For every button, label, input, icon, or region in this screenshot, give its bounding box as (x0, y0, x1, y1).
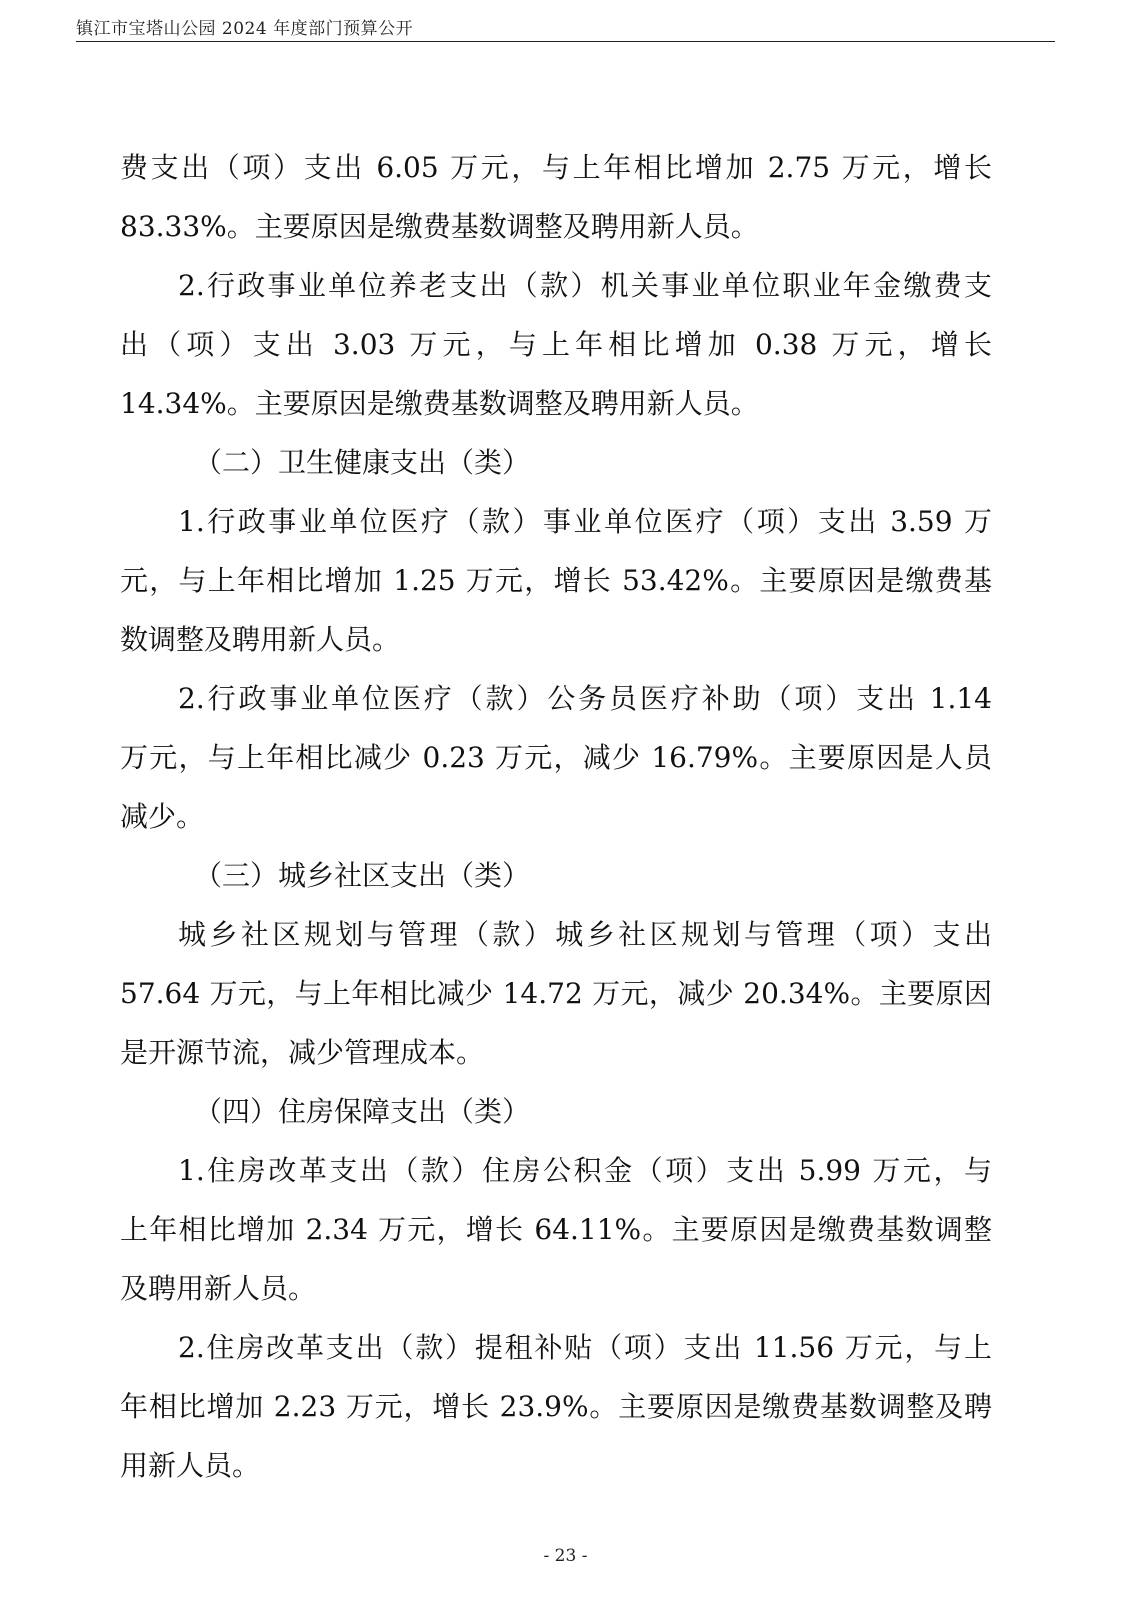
body-line: 83.33%。主要原因是缴费基数调整及聘用新人员。 (120, 210, 759, 243)
body-line: 14.34%。主要原因是缴费基数调整及聘用新人员。 (120, 387, 759, 420)
body-line: 用新人员。 (120, 1449, 261, 1482)
section-heading: （三）城乡社区支出（类） (194, 859, 531, 892)
body-line: 城乡社区规划与管理（款）城乡社区规划与管理（项）支出 (178, 918, 992, 951)
body-line: 是开源节流，减少管理成本。 (120, 1036, 485, 1069)
running-header: 镇江市宝塔山公园 2024 年度部门预算公开 (76, 19, 414, 39)
body-line: 上年相比增加 2.34 万元，增长 64.11%。主要原因是缴费基数调整 (120, 1213, 992, 1246)
body-line: 2.行政事业单位医疗（款）公务员医疗补助（项）支出 1.14 (178, 682, 992, 715)
body-line: 万元，与上年相比减少 0.23 万元，减少 16.79%。主要原因是人员 (120, 741, 992, 774)
section-heading: （二）卫生健康支出（类） (194, 446, 531, 479)
body-line: 减少。 (120, 800, 205, 833)
body-line: 2.行政事业单位养老支出（款）机关事业单位职业年金缴费支 (178, 269, 992, 302)
body-text (120, 138, 992, 1495)
body-line: 数调整及聘用新人员。 (120, 623, 401, 656)
body-line: 1.行政事业单位医疗（款）事业单位医疗（项）支出 3.59 万 (178, 505, 992, 538)
body-line: 出（项）支出 3.03 万元，与上年相比增加 0.38 万元，增长 (120, 328, 992, 361)
header-rule (76, 41, 1055, 42)
body-line: 费支出（项）支出 6.05 万元，与上年相比增加 2.75 万元，增长 (120, 151, 992, 184)
body-line: 1.住房改革支出（款）住房公积金（项）支出 5.99 万元，与 (178, 1154, 992, 1187)
body-line: 元，与上年相比增加 1.25 万元，增长 53.42%。主要原因是缴费基 (120, 564, 992, 597)
body-line: 年相比增加 2.23 万元，增长 23.9%。主要原因是缴费基数调整及聘 (120, 1390, 992, 1423)
body-line: 及聘用新人员。 (120, 1272, 317, 1305)
body-line: 57.64 万元，与上年相比减少 14.72 万元，减少 20.34%。主要原因 (120, 977, 992, 1010)
page-number: - 23 - (543, 1546, 588, 1566)
section-heading: （四）住房保障支出（类） (194, 1095, 531, 1128)
body-line: 2.住房改革支出（款）提租补贴（项）支出 11.56 万元，与上 (178, 1331, 992, 1364)
